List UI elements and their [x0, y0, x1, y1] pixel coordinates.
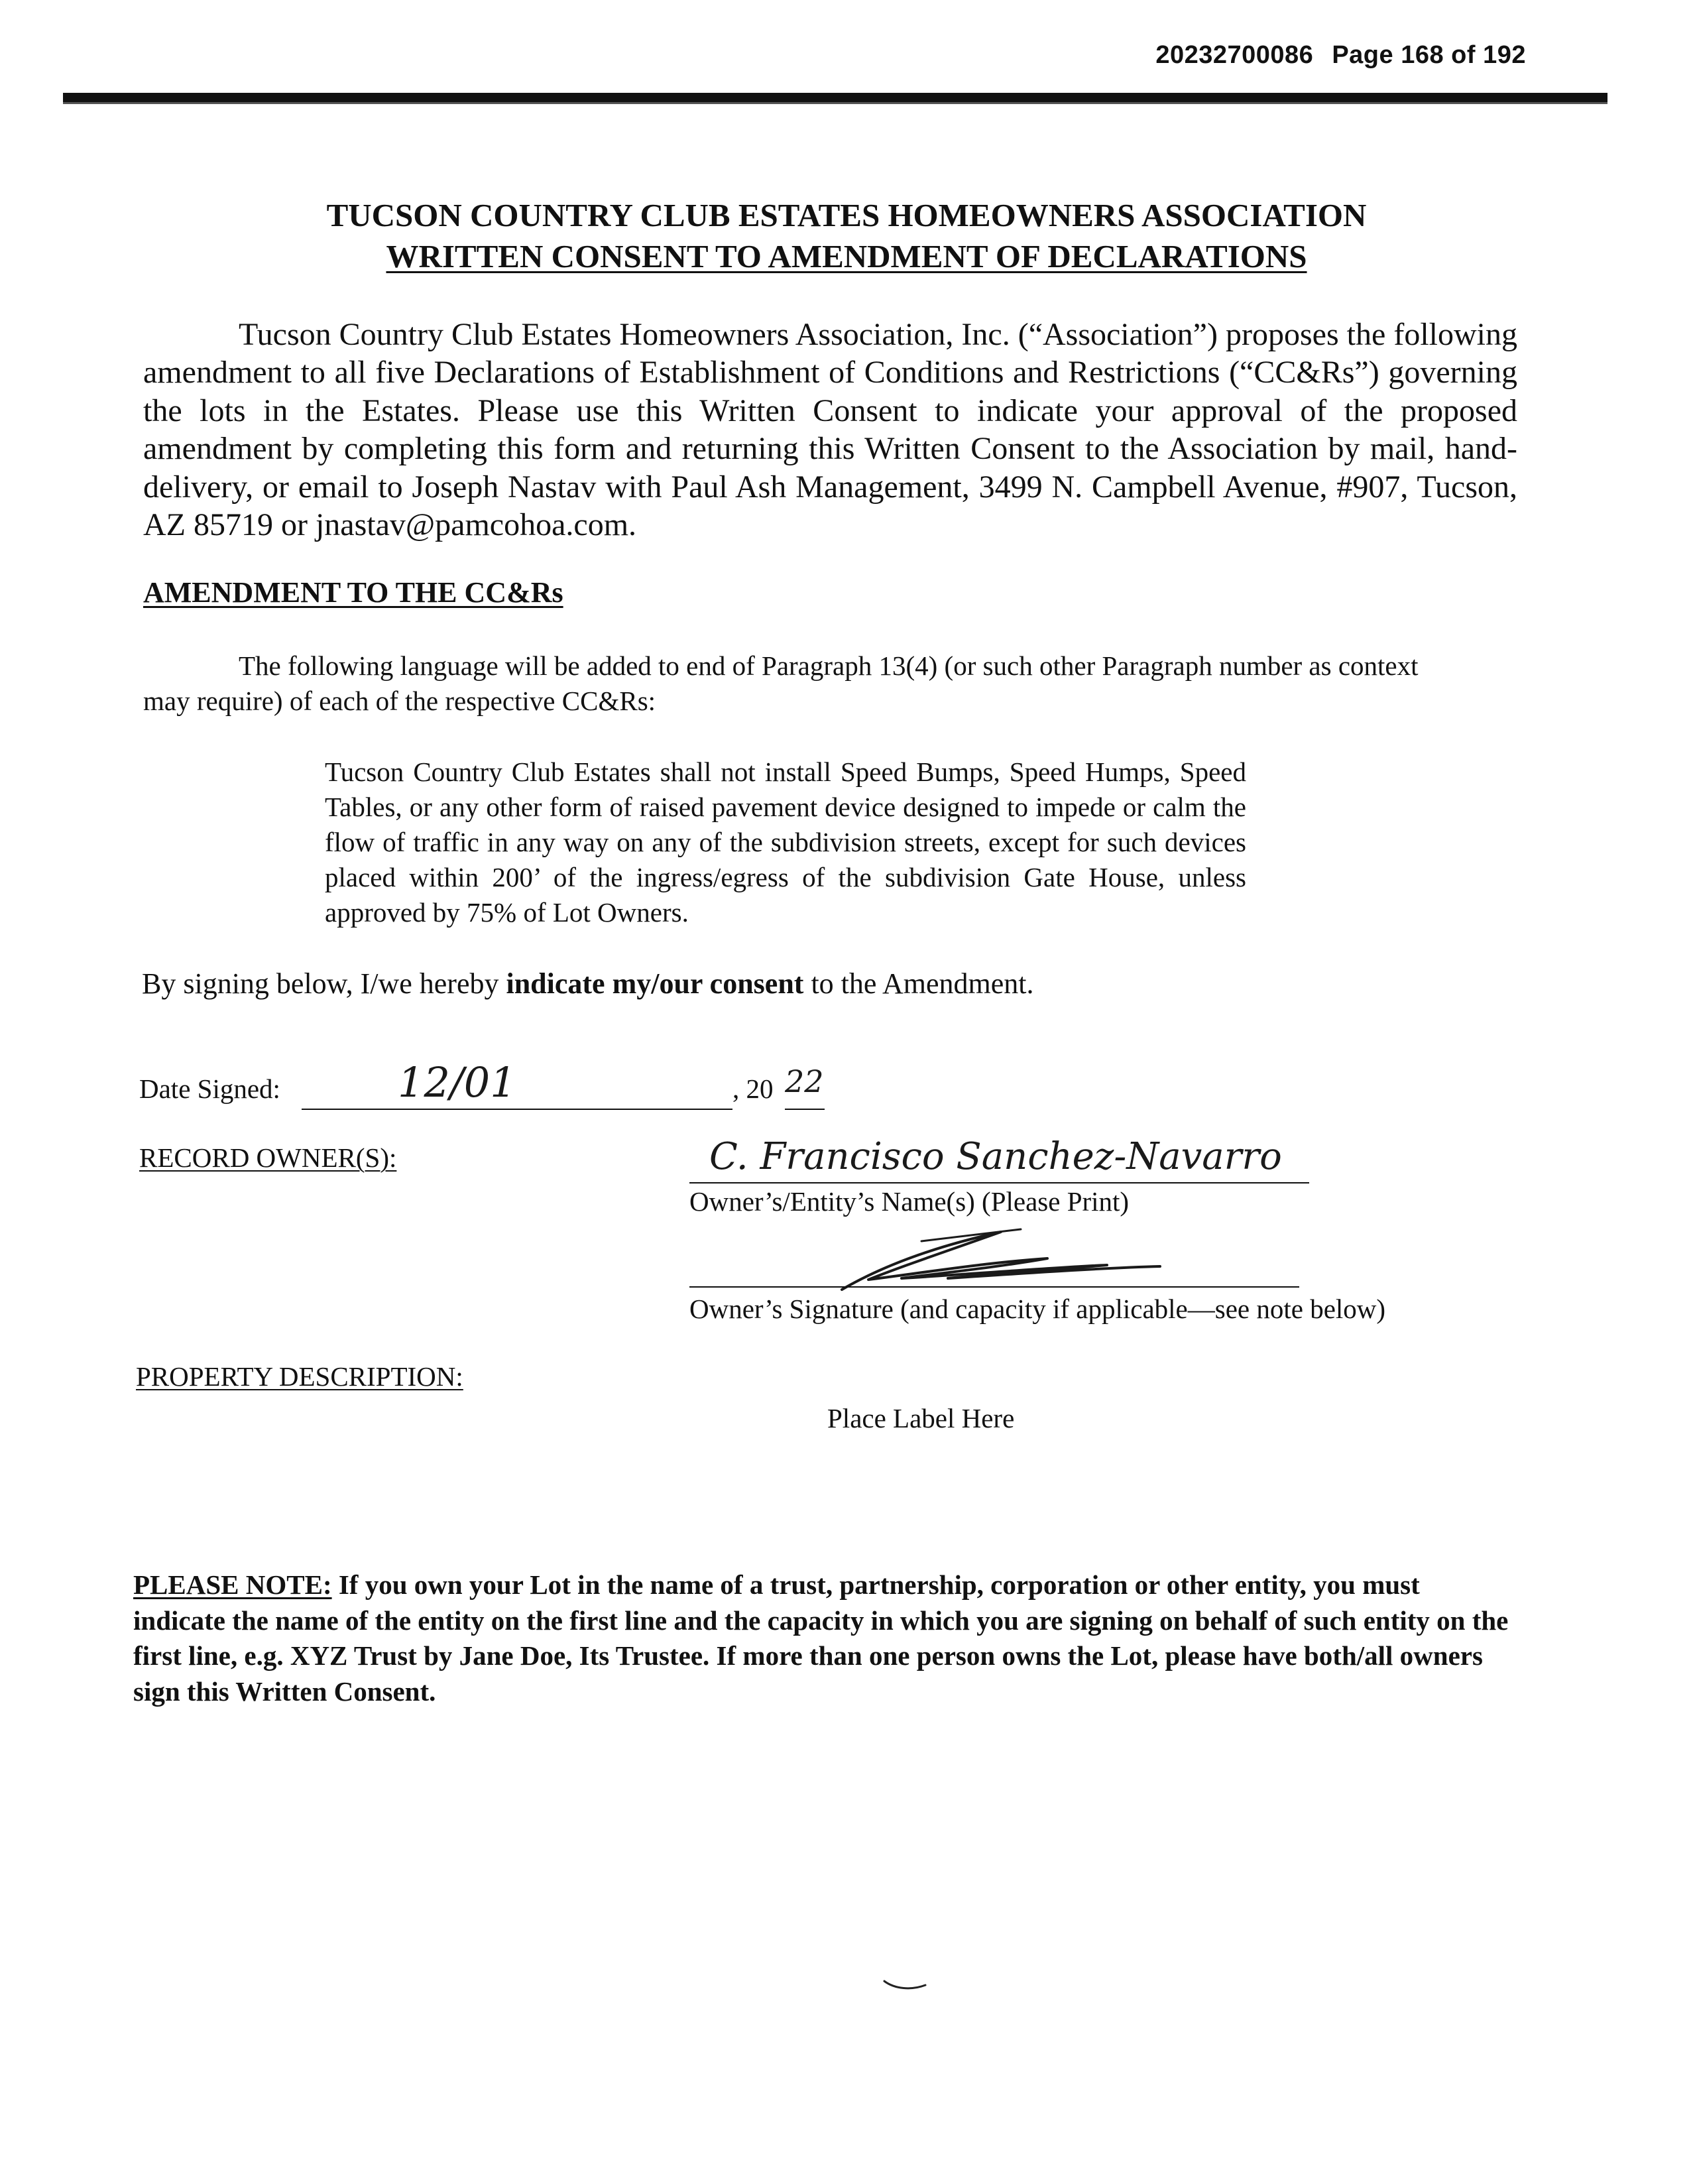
signature-caption: Owner’s Signature (and capacity if applicable—see note below): [689, 1294, 1386, 1324]
document-number: 20232700086: [1155, 41, 1314, 69]
owner-signature[interactable]: [829, 1227, 1187, 1300]
header-rule-shadow: [63, 102, 1607, 104]
note-label: PLEASE NOTE:: [133, 1569, 332, 1600]
note-text: If you own your Lot in the name of a trust, partnership, corporation or other entity, you must indicate the name of the entity on the first line and the capacity in which you are signing on behalf of such entity on the first line, e.g. XYZ Trust by Jane Doe, Its Trustee. If more than one person owns the Lot, please have both/all owners sign this Written Consent.: [133, 1569, 1509, 1707]
header-rule: [63, 93, 1607, 102]
amendment-heading: AMENDMENT TO THE CC&Rs: [143, 576, 563, 609]
label-placeholder: Place Label Here: [827, 1403, 1015, 1433]
bottom-mark: [882, 1977, 928, 1993]
date-value[interactable]: 12/01: [398, 1058, 516, 1107]
property-description-label: PROPERTY DESCRIPTION:: [136, 1361, 463, 1392]
amendment-text: Tucson Country Club Estates shall not install Speed Bumps, Speed Humps, Speed Tables, or any other form of raised pavement device designed to impede or calm the flow of traffic in any way on any of the subdivision streets, except for such devices placed within 200’ of the ingress/egress of the subdivision Gate House, unless approved by 75% of Lot Owners.: [325, 757, 1246, 928]
date-line: [302, 1109, 732, 1110]
year-line: [785, 1109, 825, 1110]
signature-line: [689, 1286, 1299, 1288]
page-label: Page 168 of 192: [1332, 41, 1526, 69]
document-title: WRITTEN CONSENT TO AMENDMENT OF DECLARATIONS: [386, 238, 1307, 274]
owner-name-line: [689, 1182, 1309, 1183]
record-owner-label: RECORD OWNER(S):: [139, 1142, 397, 1173]
page-header: [1155, 41, 1526, 70]
consent-prefix: By signing below, I/we hereby: [142, 967, 499, 1000]
owner-name-value[interactable]: C. Francisco Sanchez-Navarro: [709, 1135, 1282, 1178]
date-signed-label: Date Signed:: [139, 1073, 280, 1104]
please-note: [133, 1567, 1512, 1709]
amendment-lead-in: The following language will be added to end of Paragraph 13(4) (or such other Paragraph number as context may require) of each of the respective CC&Rs:: [143, 650, 1419, 716]
intro-paragraph: Tucson Country Club Estates Homeowners Association, Inc. (“Association”) proposes the following amendment to all five Declarations of Establishment of Conditions and Restrictions (“CC&Rs”) governing the lots in the Estates. Please use this Written Consent to indicate your approval of the proposed amendment by completing this form and returning this Written Consent to the Association by mail, hand-delivery, or email to Joseph Nastav with Paul Ash Management, 3499 N. Campbell Avenue, #907, Tucson, AZ 85719 or jnastav@pamcohoa.com.: [143, 317, 1517, 543]
year-prefix: , 20: [732, 1073, 774, 1104]
consent-bold: indicate my/our consent: [506, 967, 804, 1000]
owner-name-caption: Owner’s/Entity’s Name(s) (Please Print): [689, 1186, 1130, 1217]
consent-suffix: to the Amendment.: [811, 967, 1034, 1000]
association-title: TUCSON COUNTRY CLUB ESTATES HOMEOWNERS ASSOCIATION: [326, 197, 1367, 233]
consent-statement: [142, 967, 1034, 1001]
year-value[interactable]: 22: [785, 1063, 824, 1099]
